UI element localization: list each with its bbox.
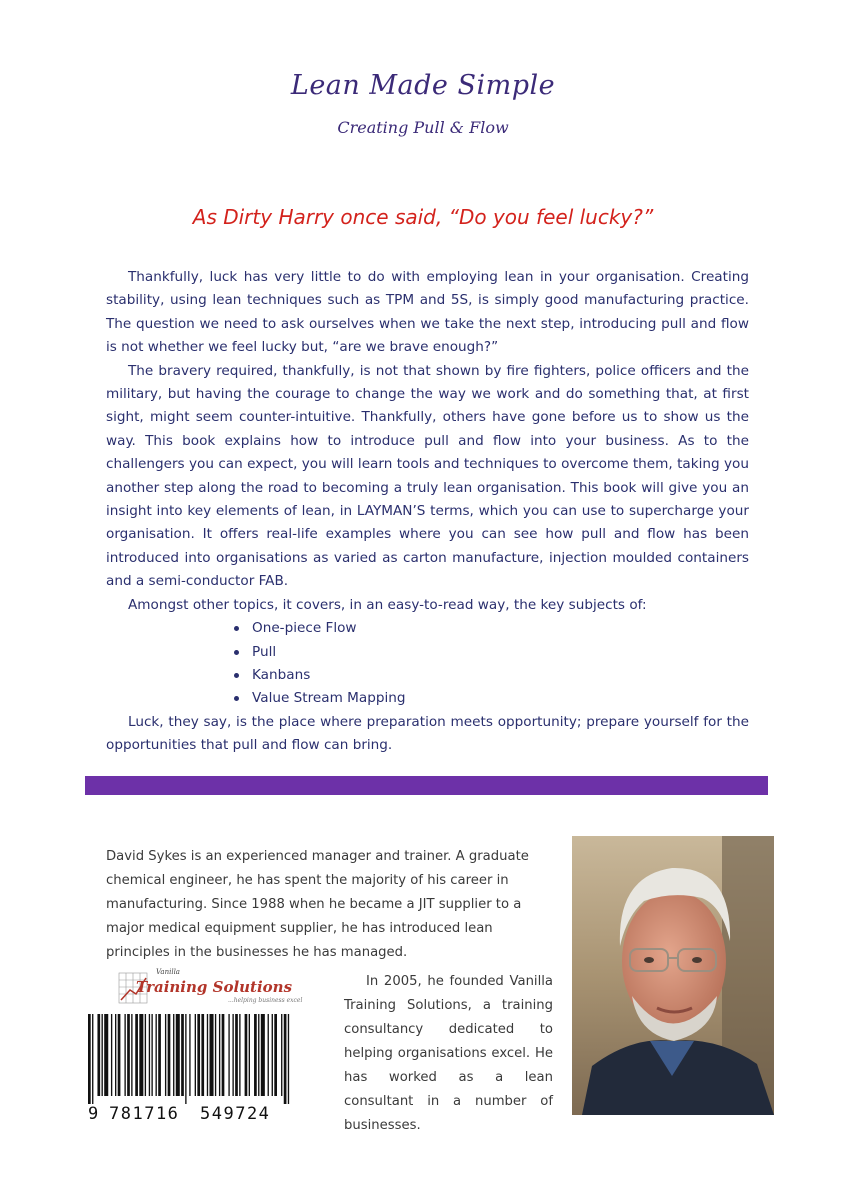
barcode-bar (118, 1014, 121, 1096)
barcode-bar (261, 1014, 265, 1096)
list-item (234, 641, 749, 664)
author-bio (106, 845, 546, 965)
barcode-bar (245, 1014, 248, 1096)
blurb (106, 266, 749, 758)
barcode-bar (149, 1014, 150, 1096)
barcode-bar (97, 1014, 100, 1096)
barcode-bar (92, 1014, 93, 1104)
bullet-icon (234, 673, 239, 678)
bio-paragraph: In 2005, he founded Vanilla Training Solutions, a training consultancy dedicated to helping organisations excel. He has worked as a lean consultant in a number of businesses. (344, 974, 553, 1133)
barcode-bar (239, 1014, 240, 1096)
barcode-bar (165, 1014, 166, 1096)
barcode-bar (139, 1014, 143, 1096)
bullet-icon (234, 650, 239, 655)
barcode-number (82, 1104, 296, 1134)
bio-paragraph: David Sykes is an experienced manager and trainer. A graduate chemical engineer, he has spent the majority of his career in manufacturing. Since 1988 when he became a JIT supplier to a major medical equipment supplier, he has introduced lean principles in the businesses he has managed. (106, 849, 529, 960)
barcode-bars (82, 1012, 296, 1104)
barcode-group-1: 781716 (109, 1104, 180, 1124)
author-photo (572, 836, 774, 1115)
barcode-bar (201, 1014, 204, 1096)
barcode-bar (88, 1014, 91, 1104)
barcode-bar (135, 1014, 138, 1096)
barcode-bar (268, 1014, 269, 1096)
barcode-bar (281, 1014, 282, 1096)
barcode-bar (145, 1014, 146, 1096)
barcode-bar (176, 1014, 180, 1096)
divider-bar (85, 776, 768, 795)
barcode-bar (215, 1014, 216, 1096)
barcode-bar (115, 1014, 116, 1096)
paragraph: Thankfully, luck has very little to do with employing lean in your organisation. Creating stability, using lean techniques such as TPM and 5S, is simply good manufacturing practice. The question we need to ask ourselves when we take the next step, introducing pull and flow is not whether we feel lucky but, “are we brave enough?” (106, 269, 749, 356)
training-solutions-logo (118, 966, 323, 1008)
barcode-bar (124, 1014, 125, 1096)
barcode-bar (272, 1014, 273, 1096)
headline: As Dirty Harry once said, “Do you feel lucky?” (192, 205, 654, 229)
title: Lean Made Simple (290, 70, 556, 101)
topic-label: One-piece Flow (252, 620, 357, 637)
logo-small-text: Vanilla (156, 968, 180, 976)
barcode-bar (197, 1014, 200, 1096)
barcode-bar (102, 1014, 103, 1096)
barcode-first-digit: 9 (88, 1104, 99, 1124)
subtitle: Creating Pull & Flow (337, 118, 509, 137)
logo-tagline: ...helping business excel (228, 997, 303, 1004)
barcode-bar (232, 1014, 233, 1096)
barcode-bar (131, 1014, 132, 1096)
barcode-bar (274, 1014, 277, 1096)
bullet-icon (234, 626, 239, 631)
barcode-bar (258, 1014, 259, 1096)
barcode-bar (185, 1014, 186, 1104)
barcode-bar (195, 1014, 196, 1096)
barcode-bar (104, 1014, 108, 1096)
barcode-bar (288, 1014, 289, 1104)
barcode-bar (210, 1014, 214, 1096)
barcode-bar (156, 1014, 157, 1096)
barcode-bar (151, 1014, 152, 1096)
barcode-bar (222, 1014, 225, 1096)
barcode-bar (111, 1014, 112, 1096)
topic-label: Value Stream Mapping (252, 690, 406, 707)
barcode-bar (219, 1014, 220, 1096)
barcode-bar (181, 1014, 184, 1096)
barcode-bar (127, 1014, 130, 1096)
author-bio-2 (344, 970, 553, 1138)
barcode-bar (207, 1014, 208, 1096)
logo-main-text: Training Solutions (136, 978, 293, 996)
closing-paragraph: Luck, they say, is the place where preparation meets opportunity; prepare yourself for the opportunities that pull and flow can bring. (106, 713, 749, 754)
barcode-bar (173, 1014, 174, 1096)
barcode-bar (284, 1014, 287, 1104)
topic-label: Kanbans (252, 666, 311, 683)
isbn-barcode (82, 1012, 296, 1136)
barcode-bar (228, 1014, 229, 1096)
barcode-bar (249, 1014, 250, 1096)
list-item (234, 617, 749, 640)
barcode-bar (158, 1014, 161, 1096)
topic-label: Pull (252, 643, 277, 660)
barcode-bar (254, 1014, 257, 1096)
list-item (234, 664, 749, 687)
barcode-group-2: 549724 (200, 1104, 271, 1124)
barcode-bar (168, 1014, 171, 1096)
bullet-icon (234, 696, 239, 701)
barcode-bar (235, 1014, 238, 1096)
paragraph: Amongst other topics, it covers, in an easy-to-read way, the key subjects of: (128, 596, 647, 613)
barcode-bar (189, 1014, 190, 1096)
list-item (234, 687, 749, 710)
topic-list (106, 617, 749, 711)
paragraph: The bravery required, thankfully, is not that shown by fire fighters, police officers and the military, but having the courage to change the way we work and do something that, at first sight, might seem counter-intuitive. Thankfully, others have gone before us to show us the way. This book explains how to introduce pull and flow into your business. As to the challengers you can expect, you will learn tools and techniques to overcome them, taking you another step along the road to becoming a truly lean organisation. This book will give you an insight into key elements of lean, in LAYMAN’S terms, which you can use to supercharge your organisation. It offers real-life examples where you can see how pull and flow has been introduced into organisations as varied as carton manufacture, injection moulded containers and a semi-conductor FAB. (106, 362, 749, 590)
